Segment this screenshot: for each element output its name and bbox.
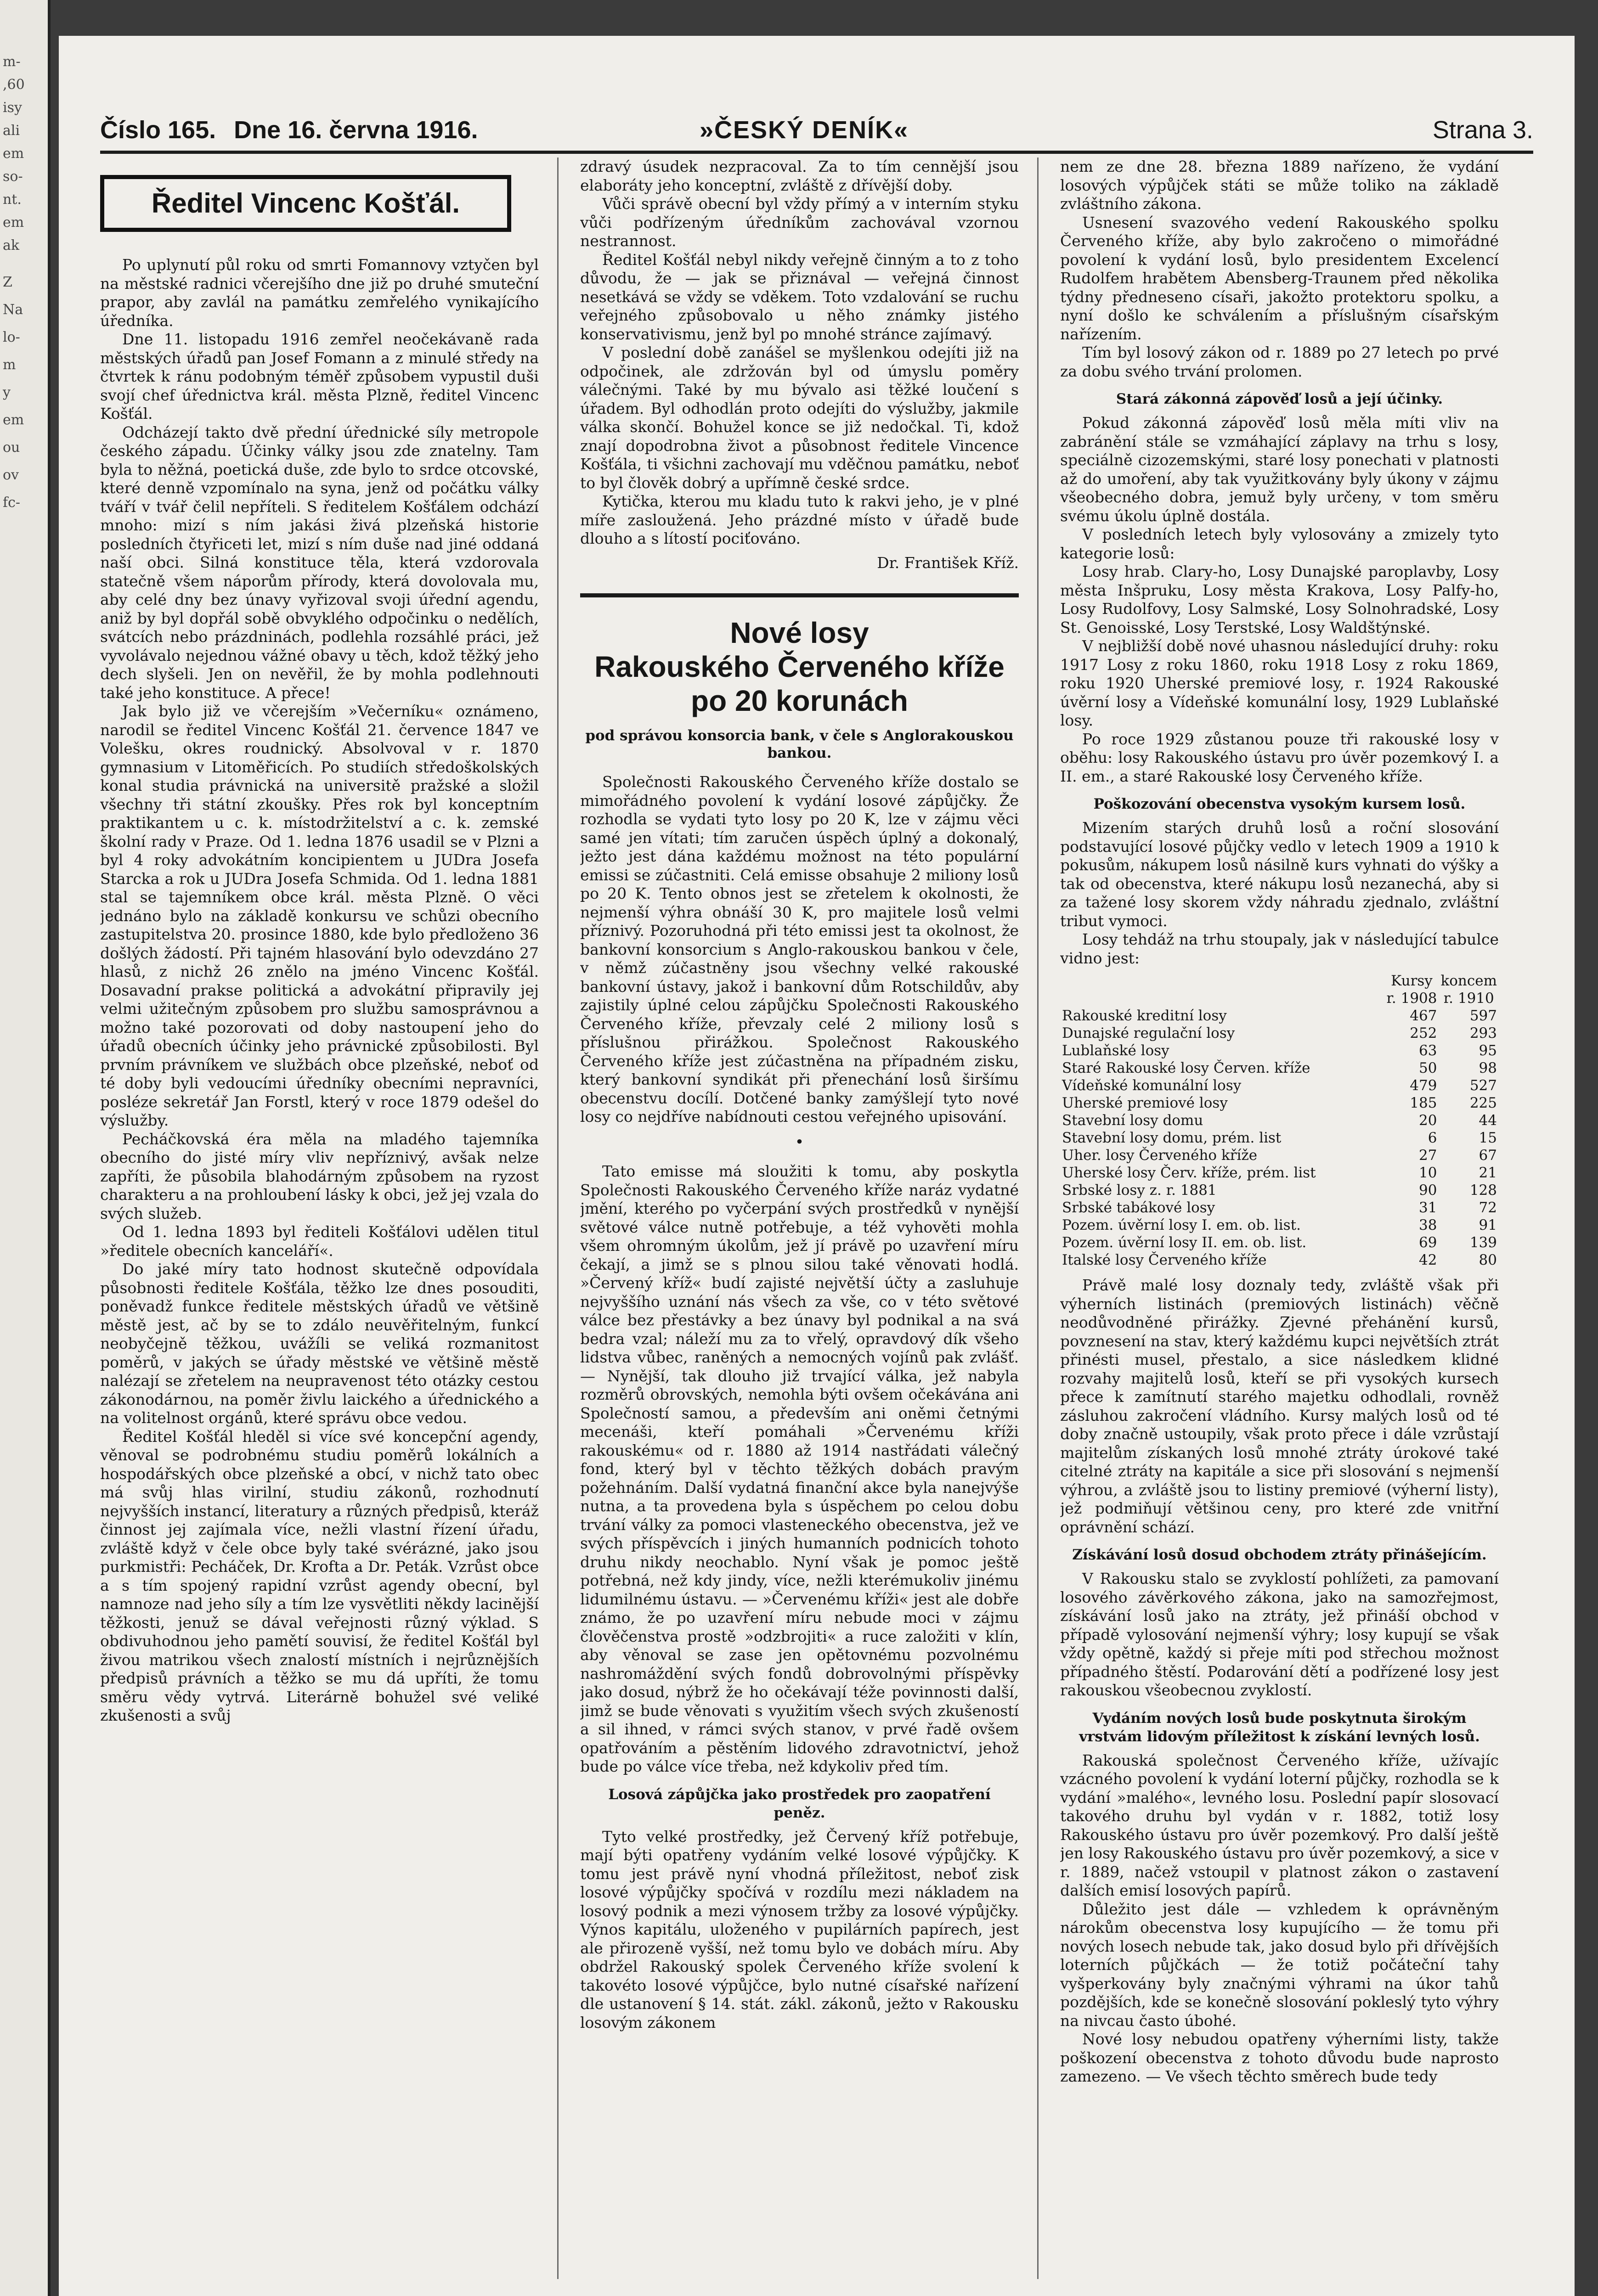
- masthead-title: »ČESKÝ DENÍK«: [700, 116, 909, 144]
- article-paragraph: zdravý úsudek nezpracoval. Za to tím cennější jsou elaboráty jeho konceptní, zvláště z dřívější doby.: [580, 158, 1019, 194]
- prev-page-fragment: fc-: [3, 495, 21, 511]
- table-cell: 91: [1479, 1217, 1497, 1233]
- article-paragraph: Losy hrab. Clary-ho, Losy Dunajské paroplavby, Losy města Inšpruku, Losy města Krakova, Losy Palfy-ho, Losy Rudolfovy, Losy Salmské, Losy Solnohradské, Losy St. Genoisské, Losy Terstské, Losy Waldštýnské.: [1060, 563, 1499, 636]
- table-cell: 21: [1479, 1165, 1497, 1181]
- issue-and-date: [100, 116, 478, 144]
- table-row: [1060, 1007, 1499, 1024]
- table-cell: 597: [1469, 1007, 1497, 1024]
- column-3: [1060, 158, 1499, 2288]
- prev-page-fragment: ,60: [3, 77, 25, 93]
- table-cell: 128: [1469, 1182, 1497, 1199]
- title-line: Rakouského Červeného kříže: [594, 650, 1005, 683]
- article-paragraph: Od 1. ledna 1893 byl řediteli Košťálovi udělen titul »ředitele obecních kanceláří«.: [100, 1223, 539, 1260]
- table-cell: 50: [1419, 1060, 1437, 1076]
- table-cell: Stavební losy domu: [1062, 1112, 1203, 1129]
- table-row: [1060, 1182, 1499, 1199]
- table-cell: Srbské tabákové losy: [1062, 1199, 1215, 1216]
- article-paragraph: Tím byl losový zákon od r. 1889 po 27 letech po prvé za dobu svého trvání prolomen.: [1060, 343, 1499, 380]
- lottery-price-table: [1060, 972, 1499, 1269]
- article-paragraph: Po uplynutí půl roku od smrti Fomannovy vztyčen byl na městské radnici včerejšího dne již po druhé smuteční prapor, aby zavlál na památku zemřelého vynikajícího úředníka.: [100, 256, 539, 330]
- article-paragraph: V nejbližší době nové uhasnou následující druhy: roku 1917 Losy z roku 1860, roku 1918 Losy z roku 1869, roku 1920 Uherské premiové losy, r. 1924 Rakouské úvěrní losy a Vídeňské komunální losy, 1929 Lublaňské losy.: [1060, 637, 1499, 729]
- table-cell: 479: [1410, 1077, 1437, 1094]
- table-row: [1060, 1129, 1499, 1147]
- table-row: [1060, 1199, 1499, 1216]
- table-cell: 27: [1419, 1147, 1437, 1164]
- table-cell: 293: [1469, 1025, 1497, 1041]
- table-cell: 38: [1419, 1217, 1437, 1233]
- table-cell: 95: [1479, 1042, 1497, 1059]
- table-header-cell: r. 1910: [1443, 990, 1494, 1007]
- article-paragraph: Pecháčkovská éra měla na mladého tajemníka obecního do jisté míry vliv nepříznivý, avšak nelze zapříti, že působila blahodárným způsobem na ryzost charakteru a na prohloubení lásky k obci, jež jej vzala do svých služeb.: [100, 1130, 539, 1222]
- article-paragraph: Vůči správě obecní byl vždy přímý a v interním styku vůči podřízeným úředníkům zachovával vzornou nestrannost.: [580, 195, 1019, 250]
- article-paragraph: Mizením starých druhů losů a roční slosování podstavující losové půjčky vedlo v letech 1909 a 1910 k pokusům, nákupem losů násilně kurs vyhnati do výšky a tak od obecenstva, které nákupu losů nezanechá, aby si za tažené losy skorem vždy náhradu zjednalo, zvláštní tribut vymoci.: [1060, 819, 1499, 930]
- table-cell: 69: [1419, 1234, 1437, 1251]
- newspaper-page: [59, 36, 1575, 2296]
- table-cell: 10: [1419, 1165, 1437, 1181]
- article-paragraph: Do jaké míry tato hodnost skutečně odpovídala působnosti ředitele Košťála, těžko lze dnes posouditi, poněvadž funkce ředitele městských úřadů ve většině městě jest, ač by se to zdálo neuvěřitelným, funkcí neobyčejně těžkou, uvážíli se veliká rozmanitost poměrů, v jakých se úřady městské ve většině městě nalézají se zřetelem na neupravenost této otázky cestou zákonodárnou, na poměr živlu laického a úřednického a na volitelnost orgánů, které správu obce vedou.: [100, 1260, 539, 1427]
- table-cell: Uher. losy Červeného kříže: [1062, 1147, 1258, 1164]
- prev-page-fragment: m: [3, 357, 16, 373]
- article-paragraph: Důležito jest dále — vzhledem k oprávněným nárokům obecenstva losy kupujícího — že tomu při nových losech nebude tak, jako dosud bylo při dřívějších loterních půjčkách — že totiž počáteční tahy vyšperkovány byly značnými výhrami na úkor tahů pozdějších, kde se konečně slosování pokleslý tyto výhry na nivcau často úbohé.: [1060, 1900, 1499, 2030]
- table-cell: 80: [1479, 1252, 1497, 1268]
- prev-page-fragment: isy: [3, 100, 22, 116]
- article-paragraph: Společnosti Rakouského Červeného kříže dostalo se mimořádného povolení k vydání losové zápůjčky. Že rozhodla se vydati tyto losy po 20 K, lze v zájmu věci samé jen vítati; tím zaručen úspěch úplný a dokonalý, ježto jest dána každému možnost na této populární emissi se zúčastniti. Celá emisse obsahuje 2 miliony losů po 20 K. Tento obnos jest se zřetelem k okolnosti, že nejmenší výhra obnáší 30 K, pro majitele losů velmi příznivý. Pozoruhodná při této emissi jest ta okolnost, že bankovní konsorcium s Anglo-rakouskou bankou v čele, v němž zúčastněny jsou všechny velké rakouské bankovní ústavy, jakož i bankovní dům Rotschildův, aby zajistily úplné celou zápůjčku Společnosti Rakouského Červeného kříže, převzaly celé 2 miliony losů s příslušnou přirážkou. Společnost Rakouského Červeného kříže jest zúčastněna na případném zisku, který bankovní syndikát při přenechání losů širšímu obecenstvu docílí. Dotčené banky zamýšlejí tyto nové losy co nejdříve nabídnouti cestou veřejného upisování.: [580, 773, 1019, 1125]
- table-cell: Srbské losy z. r. 1881: [1062, 1182, 1217, 1199]
- table-cell: 20: [1419, 1112, 1437, 1129]
- section-heading: Vydáním nových losů bude poskytnuta širokým vrstvám lidovým příležitost k získání levných losů.: [1079, 1710, 1480, 1745]
- prev-page-fragment: ou: [3, 439, 20, 456]
- article-paragraph: Po roce 1929 zůstanou pouze tři rakouské losy v oběhu: losy Rakouského ústavu pro úvěr pozemkový I. a II. em., a staré Rakouské losy Červeného kříže.: [1060, 730, 1499, 785]
- prev-page-fragment: ali: [3, 123, 20, 139]
- table-cell: 139: [1469, 1234, 1497, 1251]
- table-cell: Rakouské kreditní losy: [1062, 1007, 1227, 1024]
- section-heading: Získávání losů dosud obchodem ztráty přinášejícím.: [1072, 1547, 1487, 1563]
- article-paragraph: Odcházejí takto dvě přední úřednické síly metropole českého západu. Účinky války jsou zde znatelny. Tam byla to něžná, poetická duše, zde bylo to srdce otcovské, které denně vzpomínalo na syna, jenž od počátku války tváří v tvář čelil nepříteli. S ředitelem Košťálem odchází mnoho: mizí s ním jakási živá plzeňská historie posledních čtyřiceti let, mizí s ním duše nad jiné oddaná naší obci. Silná konstituce těla, která vzdorovala statečně všem náporům přírody, která dovolovala mu, aby celé dny bez únavy vyřizoval svoji úřední agendu, aniž by byl dopřál sobě obvyklého odpočinku o nedělích, svátcích nebo prázdninách, podlehla rozsáhlé práci, jež vyvolávalo nejednou vážné obavy u těch, kdož těžký jeho dech slyšeli. Jen on nevěřil, že by mohla podlehnouti také jeho konstituce. A přece!: [100, 423, 539, 702]
- page-number: Strana 3.: [1432, 116, 1533, 144]
- table-cell: Stavební losy domu, prém. list: [1062, 1130, 1282, 1146]
- table-header-cell: [1060, 990, 1384, 1007]
- table-cell: 6: [1428, 1130, 1437, 1146]
- issue-date: Dne 16. června 1916.: [234, 116, 478, 144]
- article-paragraph: Usnesení svazového vedení Rakouského spolku Červeného kříže, aby bylo zakročeno o mimořádné povolení k vydání losů, bylo presidentem Excelencí Rudolfem hrabětem Abensberg-Traunem před několika týdny předneseno císaři, jakožto protektoru spolku, a nyní došlo ke schválením a příslušným císařským nařízením.: [1060, 213, 1499, 343]
- table-row: [1060, 1112, 1499, 1129]
- table-cell: 63: [1419, 1042, 1437, 1059]
- table-cell: Lublaňské losy: [1062, 1042, 1169, 1059]
- article-paragraph: Rakouská společnost Červeného kříže, užívajíc vzácného povolení k vydání loterní půjčky, rozhodla se k vydání »malého«, levného losu. Poslední papír slosovací takového druhu byl vydán v r. 1882, totiž losy Rakouského ústavu pro úvěr pozemkový. Pro další ještě jen losy Rakouského ústavu pro úvěr pozemkový, a sice v r. 1889, načež vstoupil v platnost zákon o zastavení dalších emisí losových papírů.: [1060, 1751, 1499, 1899]
- prev-page-fragment: y: [3, 384, 11, 400]
- prev-page-fragment: em: [3, 146, 24, 162]
- table-row: [1060, 1077, 1499, 1094]
- table-cell: 98: [1479, 1060, 1497, 1076]
- table-cell: 44: [1479, 1112, 1497, 1129]
- table-cell: 185: [1410, 1095, 1437, 1111]
- table-row: [1060, 1216, 1499, 1234]
- table-header-row: [1060, 990, 1499, 1007]
- table-cell: 72: [1479, 1199, 1497, 1216]
- prev-page-fragment: so-: [3, 169, 23, 185]
- article-separator: [580, 593, 1019, 597]
- table-header-cell: [1060, 972, 1384, 990]
- article-paragraph: V posledních letech byly vylosovány a zmizely tyto kategorie losů:: [1060, 525, 1499, 562]
- table-cell: 527: [1469, 1077, 1497, 1094]
- article-paragraph: Losy tehdáž na trhu stoupaly, jak v následující tabulce vidno jest:: [1060, 930, 1499, 967]
- page-header: [100, 105, 1533, 154]
- article-title-kostal: Ředitel Vincenc Košťál.: [100, 175, 511, 232]
- table-cell: 31: [1419, 1199, 1437, 1216]
- article-title-losy: [580, 616, 1019, 718]
- article-paragraph: V Rakousku stalo se zvyklostí pohlížeti, za pamovaní losového závěrkového zákona, jako na samozřejmost, získávání losů jako na ztráty, jež přináší obchod v případě vylosování nejmenší výhry; losy kupují se však vždy opětně, každý si přeje míti pod střechou možnost případného štěstí. Podarování dětí a podřízené losy jest rakouskou všeobecnou zvyklostí.: [1060, 1570, 1499, 1699]
- table-row: [1060, 1234, 1499, 1251]
- article-paragraph: Dne 11. listopadu 1916 zemřel neočekávaně rada městských úřadů pan Josef Fomann a z minulé středy na čtvrtek k ránu podobným téměř způsobem vypustil duši svojí chef úřednictva král. města Plzně, ředitel Vincenc Košťál.: [100, 330, 539, 422]
- prev-page-fragment: ov: [3, 467, 19, 483]
- table-cell: 467: [1410, 1007, 1437, 1024]
- article-paragraph: Kytička, kterou mu kladu tuto k rakvi jeho, je v plné míře zasloužená. Jeho prázdné místo v úřadě bude dlouho a s lítostí pociťováno.: [580, 492, 1019, 547]
- table-cell: Dunajské regulační losy: [1062, 1025, 1235, 1041]
- section-heading: Losová zápůjčka jako prostředek pro zaopatření peněz.: [608, 1786, 991, 1821]
- column-divider: [1037, 158, 1039, 2279]
- table-cell: 90: [1419, 1182, 1437, 1199]
- table-header-cell: r. 1908: [1386, 990, 1437, 1007]
- table-row: [1060, 1147, 1499, 1164]
- article-subtitle: pod správou konsorcia bank, v čele s Anglorakouskou bankou.: [585, 727, 1014, 761]
- table-cell: Uherské premiové losy: [1062, 1095, 1228, 1111]
- prev-page-fragment: em: [3, 214, 24, 231]
- table-row: [1060, 1059, 1499, 1077]
- table-cell: Pozem. úvěrní losy I. em. ob. list.: [1062, 1217, 1301, 1233]
- article-paragraph: V poslední době zanášel se myšlenkou odejíti již na odpočinek, ale zdržován byl od úmyslu poměry válečnými. Také by mu bývalo asi těžké loučení s úřadem. Byl odhodlán proto odejíti do výslužby, jakmile válka skončí. Bohužel konce se již nedočkal. Ti, kdož znají dopodrobna život a působnost ředitele Vincence Košťála, ti všichni zachovají mu vděčnou památku, neboť to byl člověk dobrý a upřímně české srdce.: [580, 343, 1019, 492]
- table-row: [1060, 1094, 1499, 1112]
- title-line: Nové losy: [730, 616, 869, 649]
- article-signature: Dr. František Kříž.: [877, 553, 1019, 572]
- article-paragraph: Ředitel Košťál hleděl si více své koncepční agendy, věnoval se podrobnému studiu poměrů lokálních a hospodářských obce plzeňské a obcí, v nichž tato obec má svůj hlas virilní, studiu zákonů, rozhodnutí nejvyšších instancí, literatury a různých předpisů, kteráž činnost jej zajímala více, nežli vlastní řízení úřadu, zvláště když v čele obce byly také svérázné, jako jsou purkmistři: Pecháček, Dr. Krofta a Dr. Peták. Vzrůst obce a s tím spojený rapidní vzrůst agendy obecní, byl namnoze nad jeho síly a tím lze vysvětliti někdy lacinější těžkosti, jenuž se dával veřejnosti různý výklad. S obdivuhodnou jeho pamětí souvisí, že ředitel Košťál byl živou matrikou všech znalostí místních i nejrůznějších předpisů právních a těžko se mu dá upříti, že tomu směru vědy vytrvá. Literárně bohužel své veliké zkušenosti a svůj: [100, 1427, 539, 1724]
- column-2: [580, 158, 1019, 2288]
- table-cell: 42: [1419, 1252, 1437, 1268]
- table-header-cell: koncem: [1440, 973, 1497, 989]
- article-paragraph: Pokud zákonná zápověď losů měla míti vliv na zabránění stále se vzmáhající záplavy na trhu s losy, speciálně cizozemskými, staré losy ponechati v platnosti až do umoření, aby tak využitkovány byly úkony v zájmu všeobecného dobra, jemuž byly určeny, v tom směru svému úkolu úplně dostála.: [1060, 414, 1499, 525]
- article-paragraph: Ředitel Košťál nebyl nikdy veřejně činným a to z toho důvodu, že — jak se přiznával — veřejná činnost nesetkává se vždy se vděkem. Toto vzdalování se ruchu veřejného způsobovalo u něho známky jistého konservativismu, jenž byl po mnohé stránce zajímavý.: [580, 250, 1019, 343]
- previous-page-edge: [0, 0, 51, 2296]
- article-paragraph: Jak bylo již ve včerejším »Večerníku« oznámeno, narodil se ředitel Vincenc Košťál 21. července 1847 ve Volešku, okres roudnický. Absolvoval v r. 1870 gymnasium v Litoměřicích. Po studiích středoškolských konal studia právnická na universitě pražské a složil všechny tři státní zkoušky. Přes rok byl konceptním praktikantem u c. k. místodržitelství a c. k. zemské školní rady v Praze. Od 1. ledna 1876 usadil se v Plzni a byl 4 roky advokátním koncipientem u JUDra Josefa Starcka a rok u JUDra Josefa Schmida. Od 1. ledna 1881 stal se tajemníkem obce král. města Plzně. O věci jednáno bylo na základě konkursu ve schůzi obecního zastupitelstva 20. prosince 1880, kde bylo předloženo 36 došlých žádostí. Při tajném hlasování bylo odevzdáno 27 hlasů, z nichž 26 znělo na jméno Vincenc Košťál. Dosavadní prakse politická a advokátní připravily jej velmi užitečným způsobem pro službu samosprávnou a možno také pozorovati od doby nastoupení jeho do úřadů obecních účinky jeho právnické způsobilosti. Byl prvním právníkem ve službách obce plzeňské, neboť od té doby byli vedoucími úředníky obecními nepravníci, posléze sekretář Jan Forstl, který v roce 1879 odešel do výslužby.: [100, 702, 539, 1129]
- prev-page-fragment: m-: [3, 54, 21, 70]
- prev-page-fragment: Z: [3, 274, 12, 290]
- column-divider: [557, 158, 559, 2279]
- table-row: [1060, 1042, 1499, 1059]
- article-paragraph: Nové losy nebudou opatřeny výherními listy, takže poškození obecenstva z tohoto důvodu bude naprosto zamezeno. — Ve všech těchto směrech bude tedy: [1060, 2030, 1499, 2085]
- table-header-row: [1060, 972, 1499, 990]
- prev-page-fragment: Na: [3, 302, 23, 318]
- section-heading: Stará zákonná zápověď losů a její účinky.: [1116, 391, 1443, 407]
- prev-page-fragment: lo-: [3, 329, 20, 345]
- separator-bullet-icon: •: [795, 1132, 804, 1151]
- prev-page-fragment: ak: [3, 237, 20, 253]
- table-row: [1060, 1251, 1499, 1269]
- table-cell: 252: [1410, 1025, 1437, 1041]
- article-paragraph: Tyto velké prostředky, jež Červený kříž potřebuje, mají býti opatřeny vydáním velké losové výpůjčky. K tomu jest právě nyní vhodná příležitost, neboť zisk losové výpůjčky spočívá v rozdílu mezi nákladem na losový podnik a mezi výnosem tržby za losové výpůjčky. Výnos kapitálu, uloženého v pupilárních papírech, jest ale přirozeně vyšší, než tomu bylo ve dobách míru. Aby obdržel Rakouský spolek Červeného kříže svolení k takovéto losové výpůjčce, bylo nutné císařské nařízení dle ustanovení § 14. stát. zákl. zákonů, ježto v Rakousku losovým zákonem: [580, 1827, 1019, 2032]
- table-cell: Staré Rakouské losy Červen. kříže: [1062, 1060, 1310, 1076]
- table-header-cell: Kursy: [1391, 973, 1433, 989]
- article-paragraph: Tato emisse má sloužiti k tomu, aby poskytla Společnosti Rakouského Červeného kříže naráz vydatné jmění, kterého po vyčerpání svých prostředků v nynější světové válce nutně potřebuje, a též vyhověti mohla všem ohromným úkolům, jež jí právě po uzavření míru čekají, a jimž se s plnou silou také věnovati hodlá. »Červený kříž« budí zajisté největší účty a zasluhuje nejvyššího uznání nás všech za vše, co v této světové válce bez přestávky a bez únavy byl podnikal a na svá bedra vzal; náleží mu za to vřelý, opravdový dík všeho lidstva vůbec, raněných a nemocných vojínů pak zvlášť. — Nynější, tak dlouho již trvající válka, jež nabyla rozměrů obrovských, nemohla býti ovšem očekávána ani Společností samou, a především ani oněmi četnými mecenáši, kteří pomáhali »Červenému kříži rakouskému« od r. 1880 až 1914 nastřádati válečný fond, který byl v těchto těžkých dobách pravým požehnáním. Další vydatná finanční akce byla nanejvýše nutna, a ta provedena byla s úspěchem po celou dobu trvání války za pomoci vlasteneckého obecenstva, jež ve svých příspěvcích i jiných humanních podnicích tohoto druhu nikdy neochablo. Nyní však je pomoc ještě potřebná, než kdy jindy, více, nežli kterémukoliv jinému lidumilnému ústavu. — »Červenému kříži« jest ale dobře známo, že po uzavření míru nebude moci v zájmu člověčenstva prostě »odzbrojiti« a ruce založiti v klín, aby věnoval se zase jen opětovnému pozvolnému nashromáždění svých fondů dobrovolnými příspěvky jako dosud, nýbrž že ho očekávají téže povinnosti další, jimž se bude věnovati s využitím všech svých zkušeností a sil ihned, v rámci svých stanov, v prvé řadě ovšem opatřováním a pěstěním lidového zdravotnictví, jehož bude po válce více třeba, než kdykoliv před tím.: [580, 1162, 1019, 1775]
- column-1: [100, 158, 539, 2288]
- table-cell: Uherské losy Červ. kříže, prém. list: [1062, 1165, 1316, 1181]
- issue-number: Číslo 165.: [100, 116, 216, 144]
- prev-page-fragment: em: [3, 412, 24, 428]
- table-cell: 67: [1479, 1147, 1497, 1164]
- table-cell: Pozem. úvěrní losy II. em. ob. list.: [1062, 1234, 1307, 1251]
- table-cell: 15: [1479, 1130, 1497, 1146]
- table-cell: 225: [1469, 1095, 1497, 1111]
- article-paragraph: Právě malé losy doznaly tedy, zvláště však při výherních listinách (premiových listinách) věčně neodůvodněné přirážky. Zjevné přehánění kursů, povznesení na stav, který každému kupci největších ztrát přinésti musel, přestalo, a sice následkem klidné rozvahy majitelů losů, kteří se při vysokých kursech přece k zamítnutí starého majetku odhodlali, rovněž zásluhou zakročení vládního. Kursy malých losů od té doby značně ustoupily, však proto přece i dále vzrůstají majitelům získaných losů mnohé ztráty úrokové také citelné ztráty na kapitále a sice při slosování s nejmenší výhrou, a zvláště jsou to listiny premiové (výherní listy), jež podmiňují většinou ceny, pro které zde vnitřní oprávnění schází.: [1060, 1276, 1499, 1536]
- table-cell: Vídeňské komunální losy: [1062, 1077, 1242, 1094]
- table-cell: Italské losy Červeného kříže: [1062, 1252, 1267, 1268]
- prev-page-fragment: nt.: [3, 191, 22, 208]
- table-row: [1060, 1164, 1499, 1182]
- section-heading: Poškozování obecenstva vysokým kursem losů.: [1093, 796, 1466, 812]
- table-row: [1060, 1024, 1499, 1042]
- article-paragraph: nem ze dne 28. března 1889 nařízeno, že vydání losových výpůjček státi se může toliko na základě zvláštního zákona.: [1060, 158, 1499, 213]
- title-line: po 20 korunách: [691, 684, 908, 717]
